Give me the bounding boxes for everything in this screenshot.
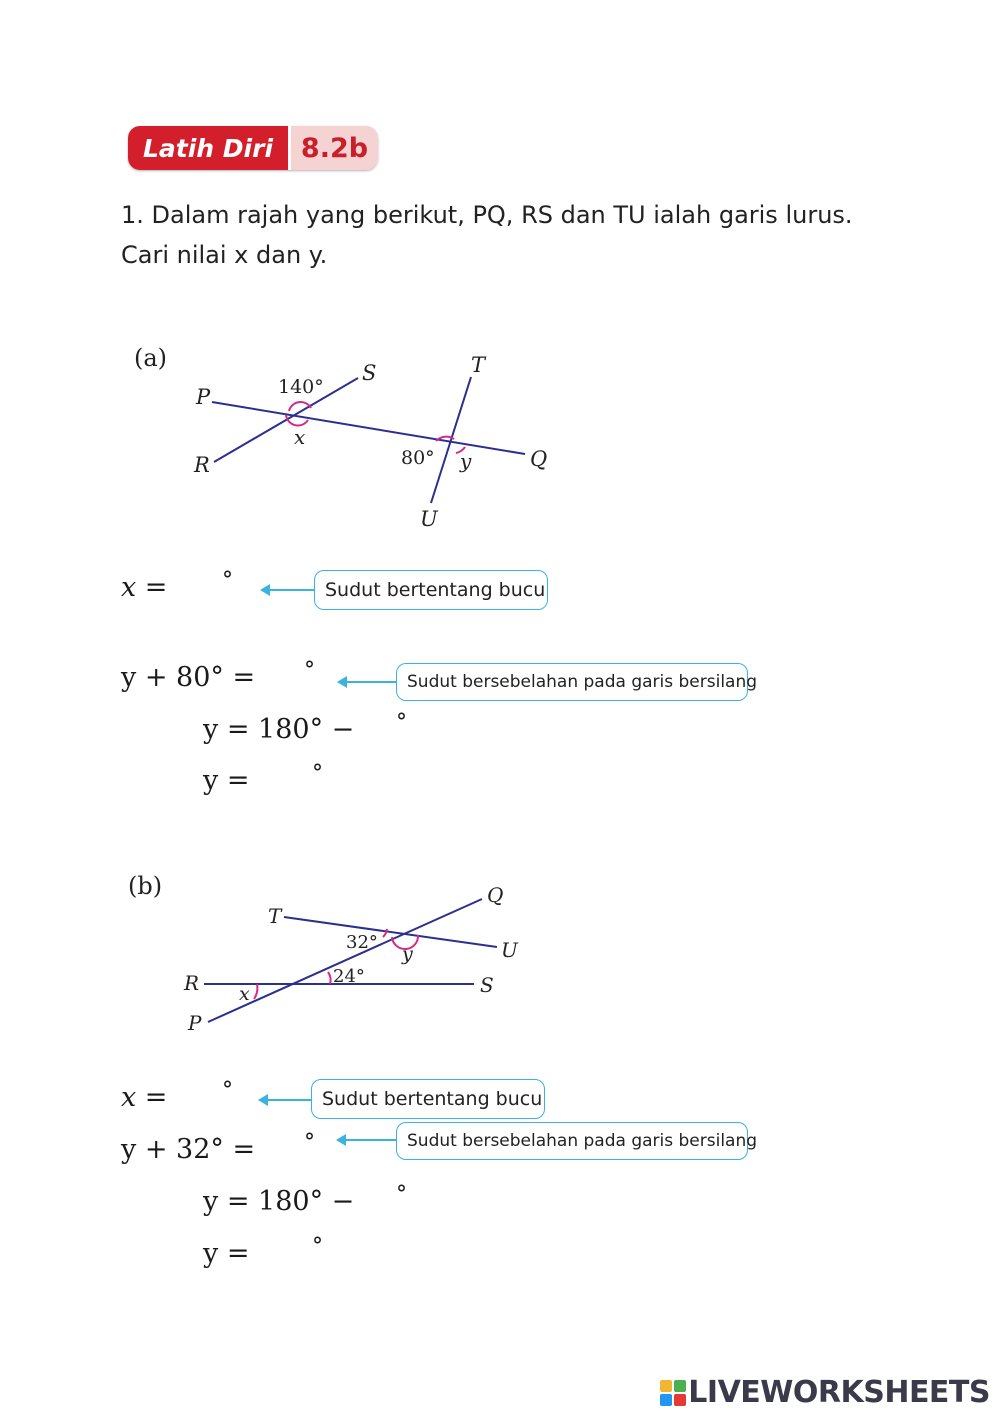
b-step3-lhs: y = 180° − bbox=[203, 1186, 355, 1217]
a-step2-arrow bbox=[339, 681, 396, 683]
point-u-b: U bbox=[501, 938, 518, 962]
point-s: S bbox=[362, 361, 377, 385]
exercise-badge bbox=[128, 126, 378, 170]
b-step2-arrow bbox=[338, 1139, 396, 1141]
b-step1-note: Sudut bertentang bucu bbox=[311, 1079, 545, 1119]
point-p: P bbox=[196, 385, 211, 409]
point-q-b: Q bbox=[487, 883, 504, 907]
b-step1-lhs: x = bbox=[121, 1082, 168, 1113]
b-step2-note: Sudut bersebelahan pada garis bersilang bbox=[396, 1122, 748, 1160]
angle-80-label: 80° bbox=[401, 447, 435, 469]
figure-b bbox=[120, 862, 540, 1042]
a-step4-lhs: y = bbox=[203, 765, 250, 796]
point-q: Q bbox=[530, 447, 548, 471]
liveworksheets-logo bbox=[660, 1375, 990, 1410]
angle-arc-x-b bbox=[254, 984, 257, 999]
point-t-b: T bbox=[268, 904, 282, 928]
a-step1-lhs: x = bbox=[121, 572, 168, 603]
angle-32-label: 32° bbox=[346, 932, 378, 953]
brand-name: LIVEWORKSHEETS bbox=[688, 1375, 990, 1410]
badge-number: 8.2b bbox=[288, 126, 378, 170]
a-step4-degree: ° bbox=[312, 761, 323, 786]
a-step3-lhs: y = 180° − bbox=[203, 714, 355, 745]
angle-y-label-b: y bbox=[402, 943, 413, 965]
line-tu-b bbox=[284, 917, 497, 947]
question-line-2: Cari nilai x dan y. bbox=[121, 241, 328, 269]
figure-a-label: (a) bbox=[134, 344, 168, 372]
b-step4-degree: ° bbox=[312, 1234, 323, 1259]
point-r: R bbox=[194, 453, 210, 477]
a-step2-degree: ° bbox=[304, 658, 315, 683]
b-step4-lhs: y = bbox=[203, 1238, 250, 1269]
question-text bbox=[121, 195, 853, 275]
angle-x-label-b: x bbox=[239, 983, 250, 1005]
a-step3-degree: ° bbox=[396, 710, 407, 735]
liveworksheets-icon bbox=[660, 1380, 686, 1406]
angle-arc-24 bbox=[328, 972, 331, 984]
a-step1-arrow bbox=[262, 589, 314, 591]
b-step1-arrow bbox=[260, 1099, 311, 1101]
b-step3-degree: ° bbox=[396, 1182, 407, 1207]
question-line-1: 1. Dalam rajah yang berikut, PQ, RS dan TU ialah garis lurus. bbox=[121, 201, 853, 229]
angle-x-label: x bbox=[294, 425, 306, 449]
point-r-b: R bbox=[184, 971, 200, 995]
line-pq bbox=[212, 402, 525, 454]
a-step1-degree: ° bbox=[222, 568, 233, 593]
angle-24-label: 24° bbox=[333, 966, 365, 987]
b-step1-degree: ° bbox=[222, 1078, 233, 1103]
b-step2-degree: ° bbox=[304, 1130, 315, 1155]
angle-140-label: 140° bbox=[278, 376, 324, 398]
point-u: U bbox=[420, 507, 438, 531]
a-step2-lhs: y + 80° = bbox=[121, 662, 256, 693]
point-p-b: P bbox=[188, 1011, 202, 1035]
b-step2-lhs: y + 32° = bbox=[121, 1134, 256, 1165]
point-s-b: S bbox=[480, 973, 494, 997]
point-t: T bbox=[471, 353, 486, 377]
a-step1-note: Sudut bertentang bucu bbox=[314, 570, 548, 610]
badge-label: Latih Diri bbox=[128, 126, 288, 170]
figure-a bbox=[120, 330, 580, 540]
angle-y-label: y bbox=[460, 449, 472, 473]
figure-b-label: (b) bbox=[128, 872, 163, 900]
a-step2-note: Sudut bersebelahan pada garis bersilang bbox=[396, 663, 748, 701]
